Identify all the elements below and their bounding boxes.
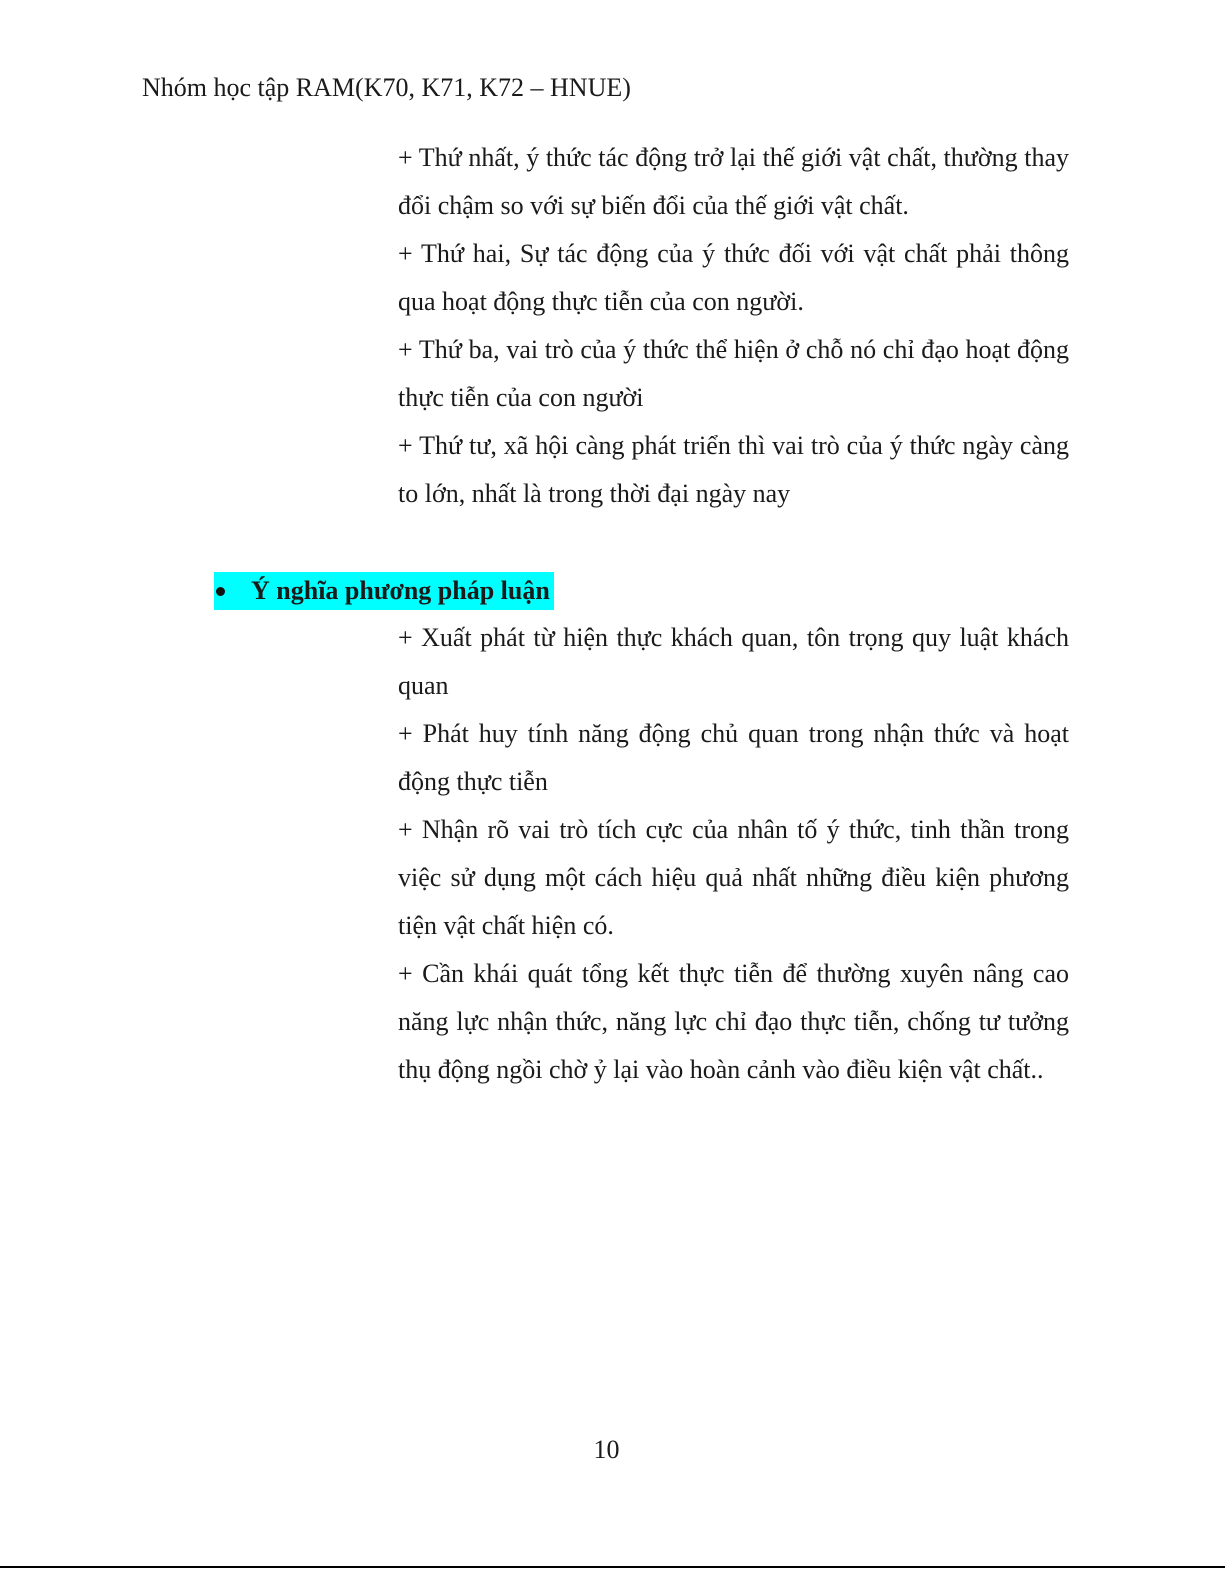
page-header: Nhóm học tập RAM(K70, K71, K72 – HNUE) bbox=[142, 73, 631, 102]
consciousness-role-list bbox=[398, 134, 1069, 518]
methodology-heading bbox=[214, 572, 554, 610]
page-number: 10 bbox=[593, 1435, 620, 1464]
paragraph-third-point: + Thứ ba, vai trò của ý thức thể hiện ở chỗ nó chỉ đạo hoạt động thực tiễn của con người bbox=[398, 335, 1069, 412]
methodology-heading-text: Ý nghĩa phương pháp luận bbox=[251, 576, 550, 605]
bottom-divider bbox=[0, 1566, 1225, 1568]
paragraph-active-role: + Nhận rõ vai trò tích cực của nhân tố ý thức, tinh thần trong việc sử dụng một cách hiệu quả nhất những điều kiện phương tiện vật chất hiện có. bbox=[398, 815, 1069, 940]
paragraph-objective-reality: + Xuất phát từ hiện thực khách quan, tôn trọng quy luật khách quan bbox=[398, 623, 1069, 700]
bullet-icon bbox=[216, 587, 225, 596]
paragraph-summarize-practice: + Cần khái quát tổng kết thực tiễn để thường xuyên nâng cao năng lực nhận thức, năng lực chỉ đạo thực tiễn, chống tư tưởng thụ động ngồi chờ ỷ lại vào hoàn cảnh vào điều kiện vật chất.. bbox=[398, 959, 1069, 1084]
methodology-list bbox=[398, 614, 1069, 1094]
paragraph-second-point: + Thứ hai, Sự tác động của ý thức đối với vật chất phải thông qua hoạt động thực tiễn của con người. bbox=[398, 239, 1069, 316]
paragraph-first-point: + Thứ nhất, ý thức tác động trở lại thế giới vật chất, thường thay đổi chậm so với sự biến đổi của thế giới vật chất. bbox=[398, 143, 1069, 220]
paragraph-fourth-point: + Thứ tư, xã hội càng phát triển thì vai trò của ý thức ngày càng to lớn, nhất là trong thời đại ngày nay bbox=[398, 431, 1069, 508]
paragraph-subjective-dynamism: + Phát huy tính năng động chủ quan trong nhận thức và hoạt động thực tiễn bbox=[398, 719, 1069, 796]
